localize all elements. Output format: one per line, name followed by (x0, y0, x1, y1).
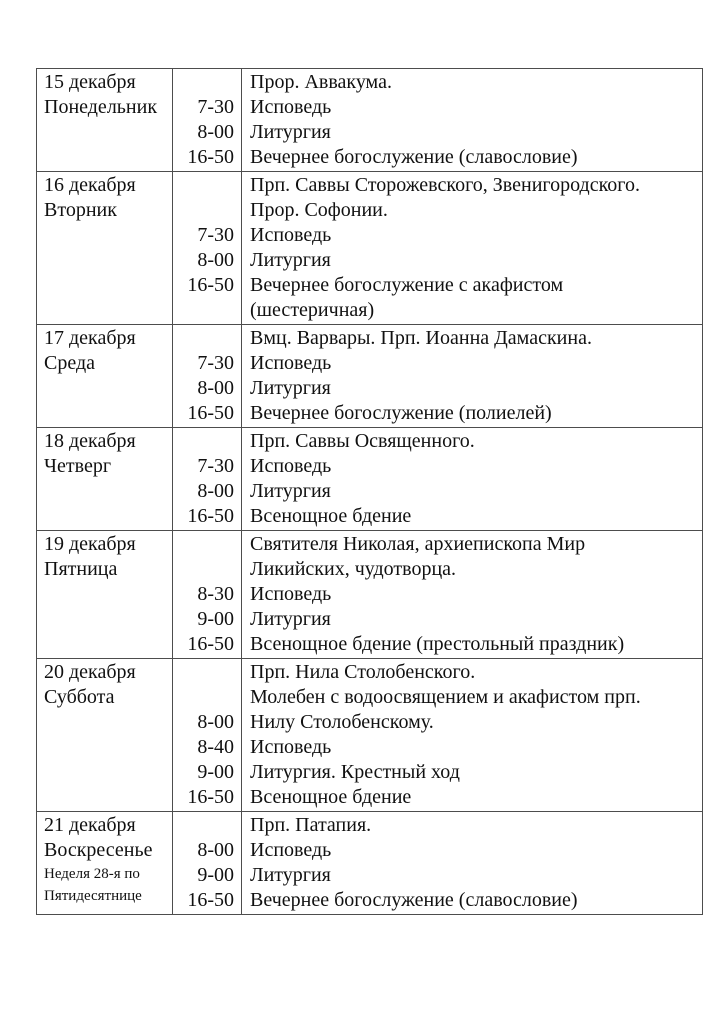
date-cell-content (37, 172, 172, 224)
time-text (175, 685, 234, 710)
time-text (175, 813, 234, 838)
service-text: Литургия (250, 480, 331, 502)
time-text: 8-00 (197, 711, 234, 733)
date-cell (37, 172, 173, 325)
service-text: Литургия. Крестный ход (250, 761, 460, 783)
service-text: Литургия (250, 864, 331, 886)
time-text: 8-00 (197, 480, 234, 502)
service-text: Прп. Патапия. (250, 814, 372, 836)
date-text: 16 декабря (44, 174, 136, 196)
service-text: Всенощное бдение (престольный праздник) (250, 633, 625, 655)
date-cell-content (37, 812, 172, 908)
time-text: 7-30 (197, 96, 234, 118)
service-text: Ликийских, чудотворца. (250, 558, 457, 580)
time-text: 8-00 (197, 249, 234, 271)
day-text: Воскресенье (44, 839, 153, 861)
service-text: Вечернее богослужение (славословие) (250, 146, 578, 168)
time-text (175, 532, 234, 557)
service-text: Исповедь (250, 352, 332, 374)
schedule-table-body (37, 69, 703, 915)
service-cell-content (242, 325, 702, 427)
service-cell-content (242, 172, 702, 324)
time-text (175, 557, 234, 582)
time-cell-content (173, 659, 241, 811)
service-text: Исповедь (250, 455, 332, 477)
schedule-table (36, 68, 703, 915)
date-cell (37, 69, 173, 172)
time-cell (173, 325, 242, 428)
time-text (175, 660, 234, 685)
time-text: 16-50 (187, 402, 234, 424)
time-text: 9-00 (197, 864, 234, 886)
service-cell (242, 659, 703, 812)
service-text: Молебен с водоосвящением и акафистом прп. (250, 686, 641, 708)
service-cell (242, 531, 703, 659)
time-text: 8-40 (197, 736, 234, 758)
time-text: 16-50 (187, 505, 234, 527)
day-note-text: Неделя 28-я по (44, 866, 140, 882)
day-text: Среда (44, 352, 96, 374)
table-row (37, 659, 703, 812)
date-cell-content (37, 428, 172, 480)
time-cell (173, 69, 242, 172)
date-text: 20 декабря (44, 661, 136, 683)
service-text: Всенощное бдение (250, 786, 412, 808)
time-text: 8-00 (197, 377, 234, 399)
time-cell (173, 531, 242, 659)
time-text: 9-00 (197, 761, 234, 783)
service-cell-content (242, 428, 702, 530)
table-row (37, 531, 703, 659)
service-text: Вмц. Варвары. Прп. Иоанна Дамаскина. (250, 327, 592, 349)
date-text: 21 декабря (44, 814, 136, 836)
time-text: 9-00 (197, 608, 234, 630)
time-text: 7-30 (197, 455, 234, 477)
service-text: Прор. Аввакума. (250, 71, 392, 93)
date-cell-content (37, 659, 172, 711)
time-cell-content (173, 69, 241, 171)
time-text (175, 326, 234, 351)
time-cell-content (173, 812, 241, 914)
day-text: Понедельник (44, 96, 158, 118)
date-text: 19 декабря (44, 533, 136, 555)
date-text: 15 декабря (44, 71, 136, 93)
time-cell (173, 172, 242, 325)
service-text: Прп. Саввы Освященного. (250, 430, 475, 452)
time-text (175, 173, 234, 198)
service-cell (242, 325, 703, 428)
service-text: Прп. Нила Столобенского. (250, 661, 476, 683)
date-cell (37, 659, 173, 812)
day-text: Четверг (44, 455, 112, 477)
time-text: 8-30 (197, 583, 234, 605)
service-text: Прп. Саввы Сторожевского, Звенигородского. (250, 174, 640, 196)
date-cell-content (37, 531, 172, 583)
date-cell (37, 531, 173, 659)
time-text: 8-00 (197, 839, 234, 861)
time-cell-content (173, 428, 241, 530)
date-cell-content (37, 325, 172, 377)
service-text: Нилу Столобенскому. (250, 711, 434, 733)
date-cell (37, 428, 173, 531)
time-text (175, 429, 234, 454)
time-text: 8-00 (197, 121, 234, 143)
time-text: 16-50 (187, 633, 234, 655)
day-text: Пятница (44, 558, 118, 580)
time-text: 7-30 (197, 352, 234, 374)
time-text (175, 70, 234, 95)
service-text: Исповедь (250, 96, 332, 118)
service-text: Вечернее богослужение с акафистом (250, 274, 564, 296)
day-text: Вторник (44, 199, 117, 221)
time-text: 16-50 (187, 146, 234, 168)
table-row (37, 172, 703, 325)
date-text: 17 декабря (44, 327, 136, 349)
service-text: Исповедь (250, 839, 332, 861)
service-text: Литургия (250, 377, 331, 399)
table-row (37, 325, 703, 428)
time-cell-content (173, 172, 241, 324)
time-text: 7-30 (197, 224, 234, 246)
service-text: Прор. Софонии. (250, 199, 388, 221)
service-cell-content (242, 659, 702, 811)
time-text: 16-50 (187, 274, 234, 296)
date-text: 18 декабря (44, 430, 136, 452)
service-cell (242, 172, 703, 325)
day-note-text: Пятидесятнице (44, 888, 142, 904)
table-row (37, 812, 703, 915)
service-text: Литургия (250, 249, 331, 271)
service-text: Литургия (250, 121, 331, 143)
time-cell (173, 812, 242, 915)
time-text: 16-50 (187, 786, 234, 808)
service-text: Всенощное бдение (250, 505, 412, 527)
service-cell-content (242, 531, 702, 658)
table-row (37, 69, 703, 172)
service-text: (шестеричная) (250, 299, 375, 321)
service-cell (242, 428, 703, 531)
service-cell-content (242, 812, 702, 914)
service-text: Вечернее богослужение (славословие) (250, 889, 578, 911)
service-text: Вечернее богослужение (полиелей) (250, 402, 552, 424)
time-text (175, 298, 234, 323)
service-cell-content (242, 69, 702, 171)
table-row (37, 428, 703, 531)
service-text: Исповедь (250, 224, 332, 246)
service-text: Святителя Николая, архиепископа Мир (250, 533, 586, 555)
day-text: Суббота (44, 686, 115, 708)
date-cell (37, 325, 173, 428)
date-cell-content (37, 69, 172, 121)
time-cell (173, 659, 242, 812)
service-text: Исповедь (250, 583, 332, 605)
service-text: Литургия (250, 608, 331, 630)
time-cell-content (173, 531, 241, 658)
service-cell (242, 812, 703, 915)
time-text: 16-50 (187, 889, 234, 911)
date-cell (37, 812, 173, 915)
service-cell (242, 69, 703, 172)
time-cell (173, 428, 242, 531)
service-text: Исповедь (250, 736, 332, 758)
time-cell-content (173, 325, 241, 427)
time-text (175, 198, 234, 223)
